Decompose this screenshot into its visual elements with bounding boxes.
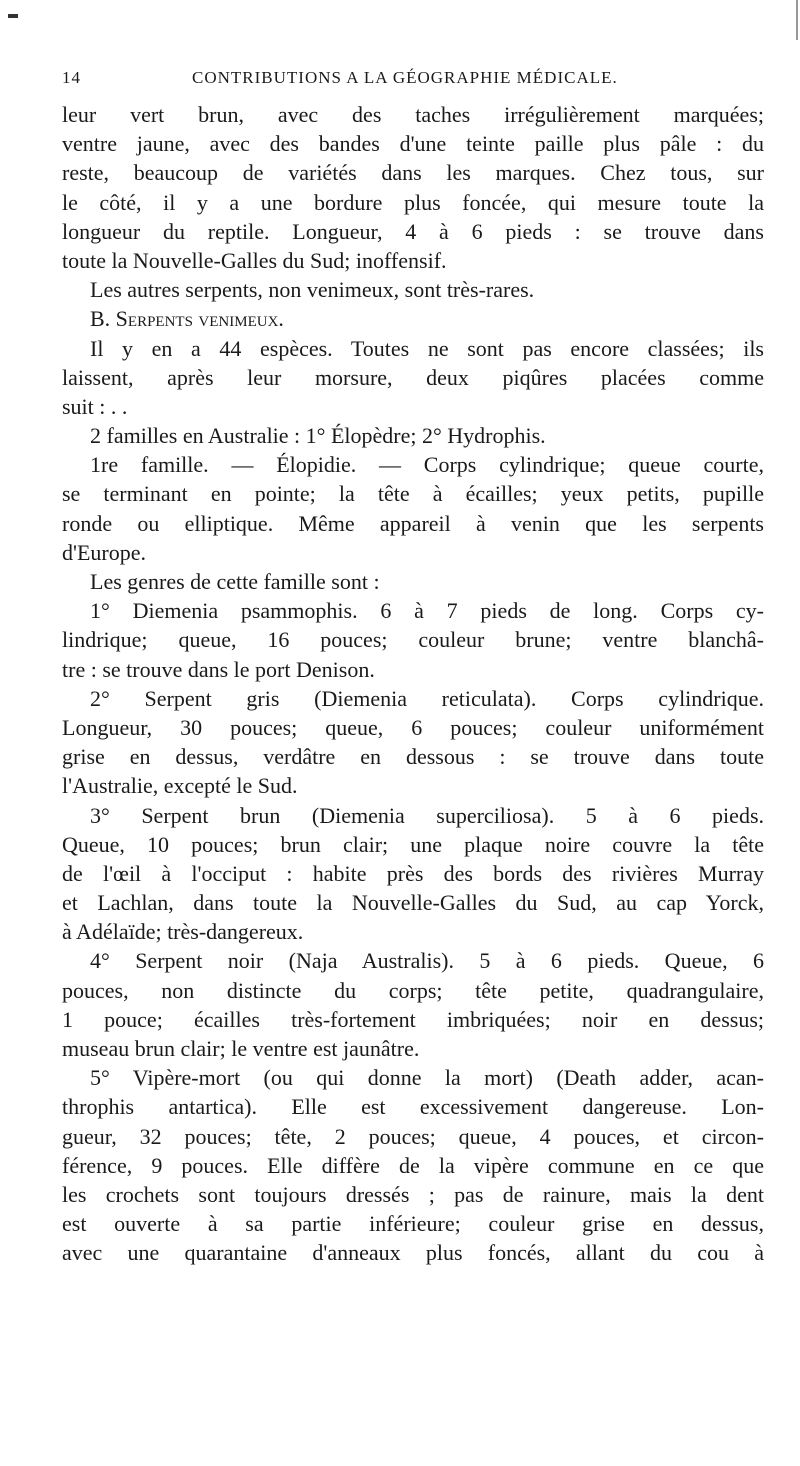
text-line: Les genres de cette famille sont : (90, 569, 380, 594)
page-number: 14 (62, 68, 81, 87)
text-line: Queue, 10 pouces; brun clair; une plaque noire couvre la tête (62, 831, 764, 857)
text-line: laissent, après leur morsure, deux piqûres placées comme (62, 364, 764, 390)
text-line: avec une quarantaine d'anneaux plus foncés, allant du cou à (62, 1240, 764, 1266)
text-line: suit : . . (62, 393, 128, 419)
text-line: reste, beaucoup de variétés dans les marques. Chez tous, sur (62, 160, 764, 186)
scan-edge-mark (8, 14, 18, 18)
text-line: est ouverte à sa partie inférieure; couleur grise en dessus, (62, 1211, 764, 1237)
text-line: Les autres serpents, non venimeux, sont très-rares. (90, 277, 535, 303)
running-header (62, 68, 762, 92)
text-line: les crochets sont toujours dressés ; pas de rainure, mais la dent (62, 1181, 764, 1207)
text-line: 4° Serpent noir (Naja Australis). 5 à 6 pieds. Queue, 6 (90, 948, 764, 974)
text-line: pouces, non distincte du corps; tête petite, quadrangulaire, (62, 977, 764, 1003)
text-line: B. Serpents venimeux. (90, 306, 284, 332)
text-line: et Lachlan, dans toute la Nouvelle-Galles du Sud, au cap Yorck, (62, 890, 764, 916)
text-line: l'Australie, excepté le Sud. (62, 773, 298, 799)
text-line: 1° Diemenia psammophis. 6 à 7 pieds de long. Corps cy- (90, 598, 764, 624)
text-line: se terminant en pointe; la tête à écailles; yeux petits, pupille (62, 481, 764, 507)
text-line: de l'œil à l'occiput : habite près des bords des rivières Murray (62, 860, 764, 886)
text-line: museau brun clair; le ventre est jaunâtre. (62, 1036, 420, 1061)
text-line: ronde ou elliptique. Même appareil à venin que les serpents (62, 510, 764, 536)
text-line: 3° Serpent brun (Diemenia superciliosa). 5 à 6 pieds. (90, 802, 764, 828)
text-line: le côté, il y a une bordure plus foncée, qui mesure toute la (62, 189, 764, 215)
text-line: grise en dessus, verdâtre en dessous : se trouve dans toute (62, 744, 764, 770)
text-line: tre : se trouve dans le port Denison. (62, 656, 375, 682)
text-line: 2 familles en Australie : 1° Élopèdre; 2° Hydrophis. (90, 423, 546, 449)
text-line: toute la Nouvelle-Galles du Sud; inoffensif. (62, 247, 447, 273)
text-line: 1re famille. — Élopidie. — Corps cylindrique; queue courte, (90, 452, 764, 478)
text-line: 5° Vipère-mort (ou qui donne la mort) (Death adder, acan- (90, 1065, 764, 1091)
text-line: leur vert brun, avec des taches irrégulièrement marquées; (62, 102, 764, 127)
text-line: d'Europe. (62, 539, 146, 565)
text-line: Longueur, 30 pouces; queue, 6 pouces; couleur uniformément (62, 714, 764, 740)
text-line: throphis antartica). Elle est excessivement dangereuse. Lon- (62, 1094, 764, 1120)
body-text (62, 100, 764, 1268)
text-line: gueur, 32 pouces; tête, 2 pouces; queue, 4 pouces, et circon- (62, 1123, 764, 1149)
text-line: férence, 9 pouces. Elle diffère de la vipère commune en ce que (62, 1152, 764, 1178)
running-title: CONTRIBUTIONS A LA GÉOGRAPHIE MÉDICALE. (192, 68, 618, 87)
text-line: à Adélaïde; très-dangereux. (62, 919, 304, 945)
text-line: lindrique; queue, 16 pouces; couleur brune; ventre blanchâ- (62, 627, 764, 653)
text-line: 1 pouce; écailles très-fortement imbriquées; noir en dessus; (62, 1006, 764, 1032)
text-line: longueur du reptile. Longueur, 4 à 6 pieds : se trouve dans (62, 218, 764, 244)
text-line: ventre jaune, avec des bandes d'une teinte paille plus pâle : du (62, 131, 764, 157)
text-line: 2° Serpent gris (Diemenia reticulata). Corps cylindrique. (90, 685, 764, 711)
text-line: Il y en a 44 espèces. Toutes ne sont pas encore classées; ils (90, 335, 764, 361)
scan-edge-line (796, 0, 798, 40)
